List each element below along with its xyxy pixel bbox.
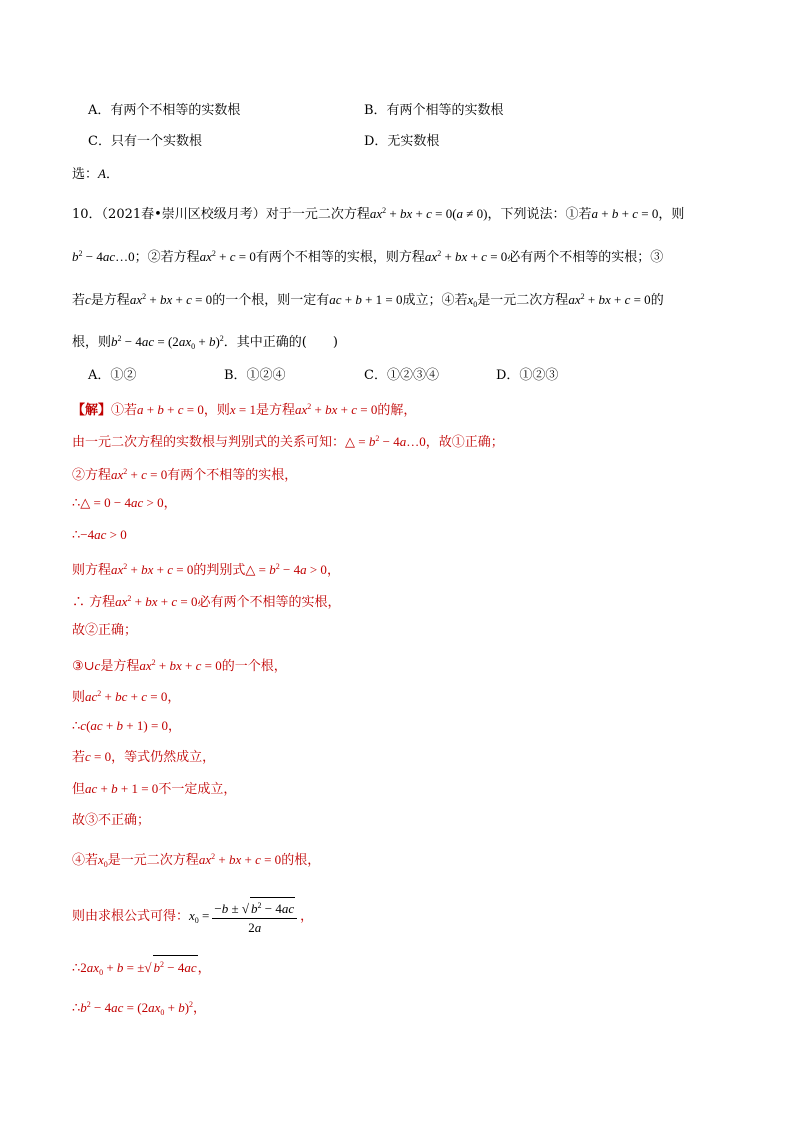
q10-source: （2021春•崇川区校级月考）	[101, 207, 266, 222]
solution-line-4: ∴△ = 0 − 4ac > 0，	[72, 495, 177, 511]
solution-line-18: $\therefore b^2 - 4ac = (2ax_0 + b)^2$，	[72, 1000, 207, 1017]
solution-line-14: 故③不正确；	[72, 813, 151, 828]
solution-line-2: 由一元二次方程的实数根与判别式的关系可知：△ = $b^2$ − 4a…0，故①正确；	[72, 434, 504, 450]
solution-line-10: 则$ac^2$ + bc + c = 0，	[72, 689, 181, 705]
q10-option-c: C．①②③④	[364, 368, 439, 383]
q10-line-4: 根，则$b^2 - 4ac = (2ax_0 + b)^2$．其中正确的( )	[72, 334, 338, 351]
solution-line-5: ∴−4ac > 0	[72, 527, 127, 543]
solution-line-1: 【解】①若a + b + c = 0，则x = 1是方程$ax^2$ + bx + c = 0的解，	[72, 402, 417, 418]
q10-line-2: $b^2$ − 4ac…0；②若方程$ax^2 + c = 0$有两个不相等的实根，则方程$ax^2$ + bx + c = 0必有两个不相等的实根；③	[72, 249, 664, 265]
q10-option-d: D．①②③	[496, 368, 559, 383]
solution-line-16: 则由求根公式可得：$x_0$ = $\frac{-b \pm √ b^2 - 4ac}{2a}$ ，	[72, 896, 313, 941]
q10-number: 10．	[72, 207, 102, 222]
solution-line-11: ∴c(ac + b + 1) = 0，	[72, 718, 182, 734]
q9-option-b: B．有两个相等的实数根	[364, 103, 504, 118]
solution-line-8: 故②正确；	[72, 623, 138, 638]
solution-line-9: ③∪c是方程$ax^2$ + bx + c = 0的一个根，	[72, 658, 287, 674]
solution-line-12: 若c = 0，等式仍然成立，	[72, 749, 216, 765]
solution-line-3: ②方程$ax^2 + c = 0$有两个不相等的实根，	[72, 467, 298, 483]
q9-option-a: A．有两个不相等的实数根	[88, 103, 241, 118]
solution-bracket: 【解】	[72, 403, 112, 418]
solution-line-6: 则方程$ax^2$ + bx + c = 0的判别式△ = $b^2 - 4a > 0$，	[72, 562, 340, 578]
q9-answer: 选：A．	[72, 166, 119, 182]
solution-line-17: $\therefore 2ax_0 + b$ = ±√ $b^2 - 4ac$，	[72, 955, 211, 982]
solution-line-13: 但ac + b + 1 = 0不一定成立，	[72, 781, 237, 797]
q10-line-1: 10．（2021春•崇川区校级月考）对于一元二次方程$ax^2$ + bx + c = 0(a ≠ 0)，下列说法：①若a + b + c = 0，则	[72, 206, 685, 222]
quadratic-formula-fraction: $\frac{-b \pm √ b^2 - 4ac}{2a}$	[212, 897, 297, 936]
q10-line-3: 若c是方程$ax^2$ + bx + c = 0的一个根，则一定有ac + b + 1 = 0成立；④若$x_0$是一元二次方程$ax^2$ + bx + c = 0的	[72, 292, 664, 309]
q9-option-c: C．只有一个实数根	[88, 134, 202, 149]
solution-line-15: ④若$x_0$是一元二次方程$ax^2$ + bx + c = 0的根，	[72, 852, 321, 869]
solution-line-7: ∴ 方程$ax^2$ + bx + c = 0必有两个不相等的实根，	[72, 594, 341, 610]
q10-option-a: A．①②	[88, 368, 137, 383]
q9-option-d: D．无实数根	[364, 134, 440, 149]
q10-option-b: B．①②④	[224, 368, 286, 383]
